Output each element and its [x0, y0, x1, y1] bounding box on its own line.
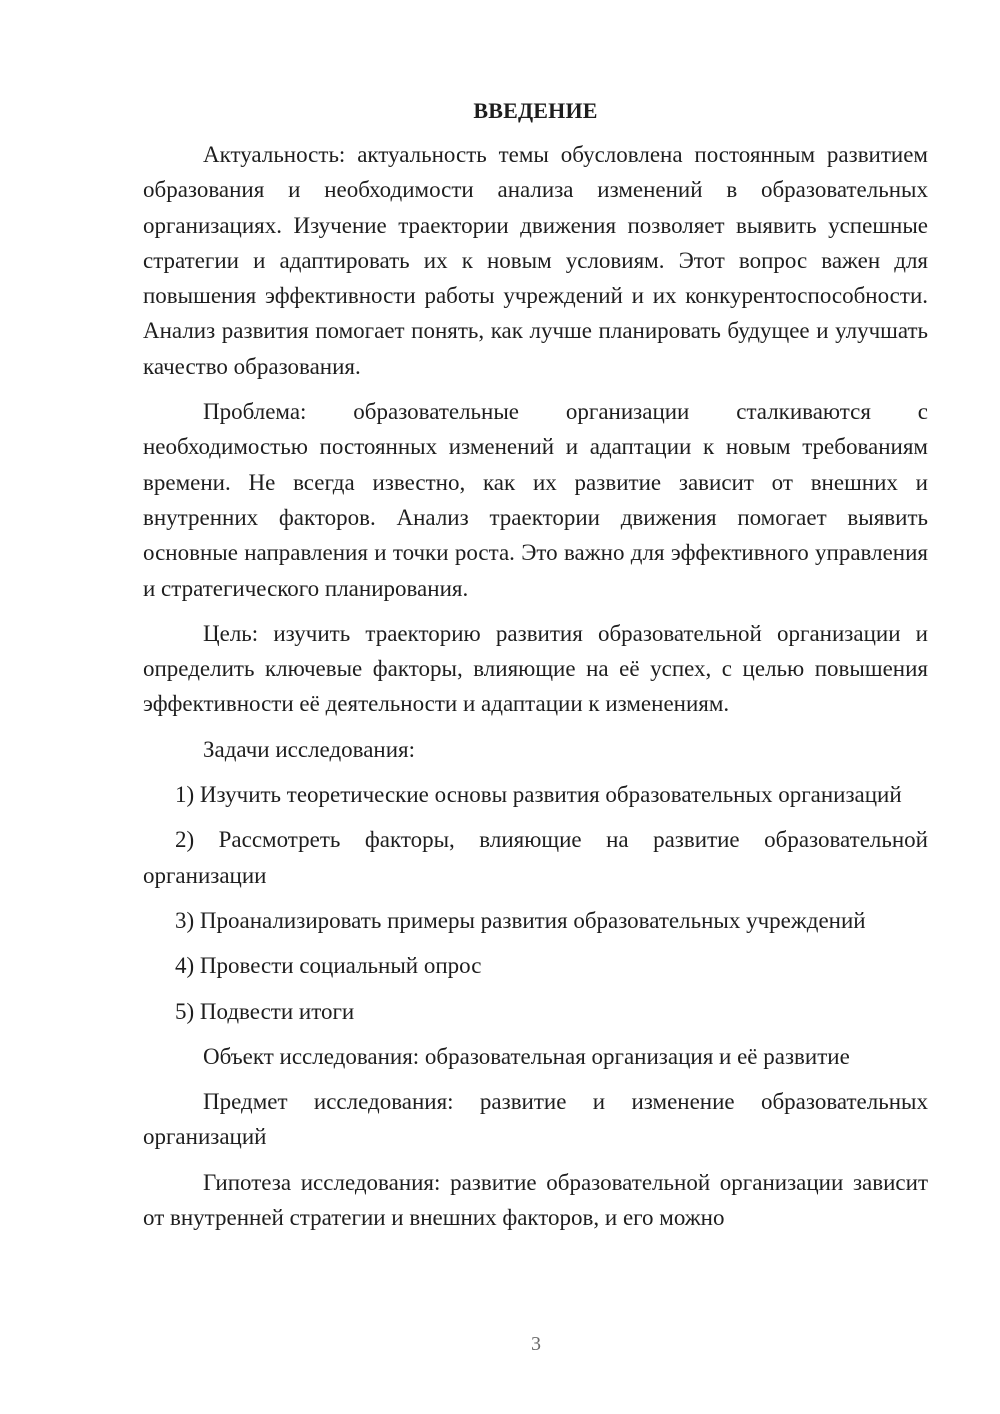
- list-item: 1) Изучить теоретические основы развития образовательных организаций: [175, 782, 902, 808]
- list-item: 2) Рассмотреть факторы, влияющие на развитие образовательной организации: [143, 827, 928, 888]
- page-number: 3: [531, 1333, 541, 1355]
- list-item: 5) Подвести итоги: [175, 998, 355, 1024]
- paragraph-problem: Проблема: образовательные организации сталкиваются с необходимостью постоянных изменений и адаптации к новым требованиям времени. Не всегда известно, как их развитие зависит от внешних и внутренних факторов. Анализ траектории движения помогает выявить основные направления и точки роста. Это важно для эффективного управления и стратегического планирования.: [143, 399, 928, 601]
- list-item: 4) Провести социальный опрос: [175, 953, 482, 979]
- paragraph-tasks-heading: Задачи исследования:: [203, 736, 416, 762]
- tasks-list: [143, 777, 928, 1029]
- paragraph-hypothesis: Гипотеза исследования: развитие образовательной организации зависит от внутренней стратегии и внешних факторов, и его можно: [143, 1169, 928, 1231]
- paragraph-subject: Предмет исследования: развитие и изменение образовательных организаций: [143, 1089, 928, 1150]
- paragraph-goal: Цель: изучить траекторию развития образовательной организации и определить ключевые факторы, влияющие на её успех, с целью повышения эффективности её деятельности и адаптации к изменениям.: [143, 620, 928, 717]
- section-title: ВВЕДЕНИЕ: [473, 98, 598, 123]
- list-item: 3) Проанализировать примеры развития образовательных учреждений: [175, 907, 866, 933]
- page-content: [143, 95, 928, 1245]
- paragraph-relevance: Актуальность: актуальность темы обусловлена постоянным развитием образования и необходимости анализа изменений в образовательных организациях. Изучение траектории движения позволяет выявить успешные стратегии и адаптировать их к новым условиям. Этот вопрос важен для повышения эффективности работы учреждений и их конкурентоспособности. Анализ развития помогает понять, как лучше планировать будущее и улучшать качество образования.: [143, 142, 928, 379]
- paragraph-object: Объект исследования: образовательная организация и её развитие: [203, 1043, 850, 1069]
